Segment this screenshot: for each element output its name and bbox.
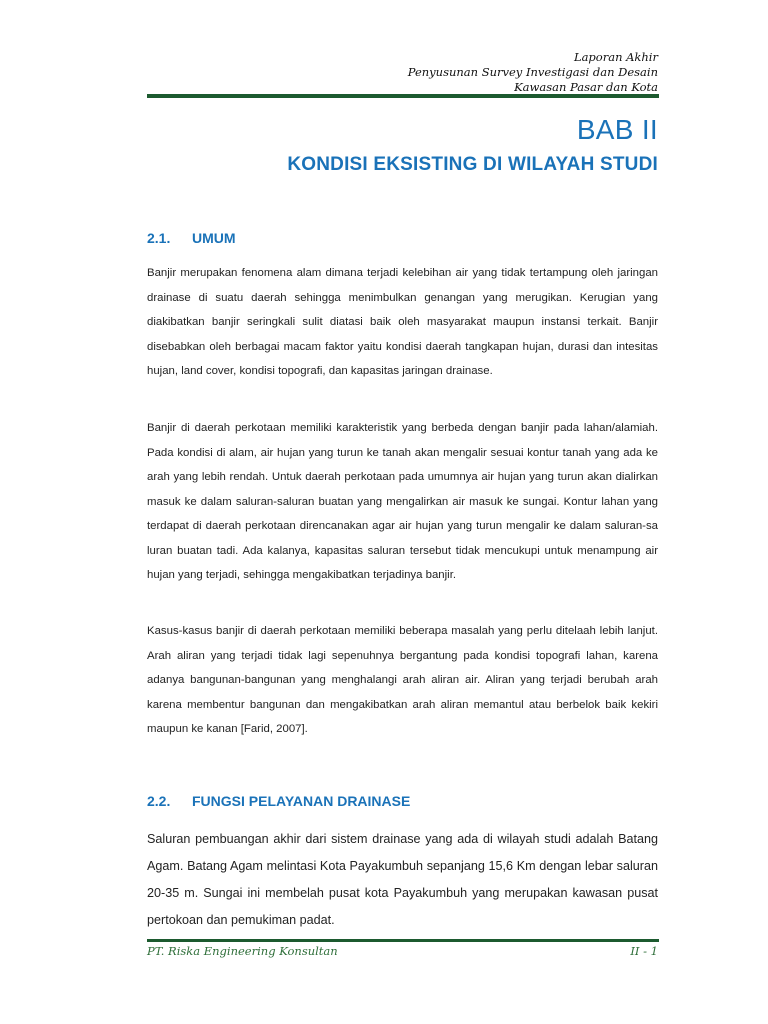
footer-rule	[147, 939, 659, 942]
section-title: FUNGSI PELAYANAN DRAINASE	[192, 793, 411, 809]
header-project-subtitle: Kawasan Pasar dan Kota	[514, 80, 658, 94]
page-header	[138, 50, 658, 95]
footer-page-number: II - 1	[630, 944, 658, 958]
paragraph-umum-3: Kasus-kasus banjir di daerah perkotaan memiliki beberapa masalah yang perlu ditelaah lebih lanjut. Arah aliran yang terjadi tidak lagi sepenuhnya bergantung pada kondisi topografi lahan, karena adanya bangunan-bangunan yang menghalangi arah aliran air. Aliran yang terjadi berubah arah karena membentur bangunan dan mengakibatkan arah aliran memantul atau berbelok baik kekiri maupun ke kanan [Farid, 2007].	[147, 625, 658, 735]
section-heading-umum	[147, 230, 236, 246]
paragraph-drainase-1: Saluran pembuangan akhir dari sistem drainase yang ada di wilayah studi adalah Batang Agam. Batang Agam melintasi Kota Payakumbuh sepanjang 15,6 Km dengan lebar saluran 20-35 m. Sungai ini membelah pusat kota Payakumbuh yang merupakan kawasan pusat pertokoan dan pemukiman padat.	[147, 832, 658, 927]
section-number: 2.2.	[147, 793, 171, 809]
section-heading-fungsi-pelayanan-drainase	[147, 793, 410, 809]
paragraph-umum-2: Banjir di daerah perkotaan memiliki karakteristik yang berbeda dengan banjir pada lahan/alamiah. Pada kondisi di alam, air hujan yang turun ke tanah akan mengalir sesuai kontur tanah yang ada ke arah yang lebih rendah. Untuk daerah perkotaan pada umumnya air hujan yang turun akan dialirkan masuk ke dalam saluran-saluran buatan yang mengalirkan air masuk ke sungai. Kontur lahan yang terdapat di daerah perkotaan direncanakan agar air hujan yang turun mengalir ke dalam saluran-sa luran buatan tadi. Ada kalanya, kapasitas saluran tersebut tidak mencukupi untuk menampung air hujan yang terjadi, sehingga mengakibatkan terjadinya banjir.	[147, 422, 658, 581]
chapter-number: BAB II	[576, 114, 658, 145]
section-title: UMUM	[192, 230, 236, 246]
header-rule	[147, 94, 659, 98]
header-project-title: Penyusunan Survey Investigasi dan Desain	[407, 65, 658, 79]
chapter-title: KONDISI EKSISTING DI WILAYAH STUDI	[287, 154, 658, 175]
paragraph-umum-1: Banjir merupakan fenomena alam dimana terjadi kelebihan air yang tidak tertampung oleh jaringan drainase di suatu daerah sehingga menimbulkan genangan yang merugikan. Kerugian yang diakibatkan banjir seringkali sulit diatasi baik oleh masyarakat maupun instansi terkait. Banjir disebabkan oleh berbagai macam faktor yaitu kondisi daerah tangkapan hujan, durasi dan intesitas hujan, land cover, kondisi topografi, dan kapasitas jaringan drainase.	[147, 267, 658, 377]
header-report-type: Laporan Akhir	[573, 50, 658, 64]
footer-company: PT. Riska Engineering Konsultan	[147, 944, 338, 958]
section-number: 2.1.	[147, 230, 171, 246]
